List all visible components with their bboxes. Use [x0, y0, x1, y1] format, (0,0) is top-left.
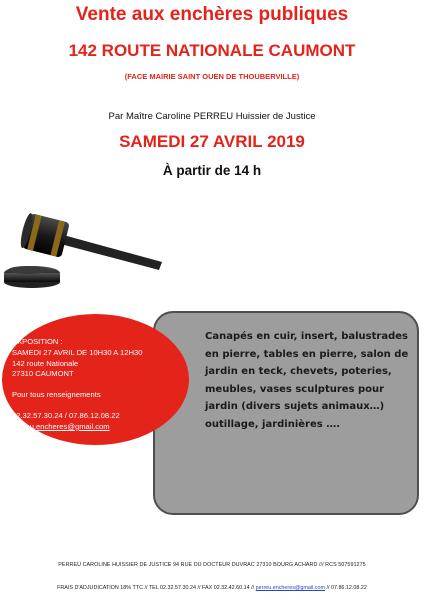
exposition-info-label: Pour tous renseignements: [12, 390, 101, 400]
sale-time: À partir de 14 h: [162, 163, 262, 178]
bailiff-byline: Par Maître Caroline PERREU Huissier de Justice: [108, 111, 316, 122]
sale-address: 142 ROUTE NATIONALE CAUMONT: [68, 41, 356, 60]
gavel-icon: [0, 200, 170, 300]
exposition-email-link[interactable]: perreu.encheres@gmail.com: [12, 421, 110, 431]
exposition-phones: 02.32.57.30.24 / 07.86.12.08.22: [12, 410, 120, 420]
poster-title: Vente aux enchères publiques: [75, 4, 349, 25]
exposition-schedule: SAMEDI 27 AVRIL DE 10H30 A 12H30: [12, 347, 143, 357]
exposition-city: 27310 CAUMONT: [12, 369, 74, 379]
exposition-info: [12, 337, 142, 433]
sale-date: SAMEDI 27 AVRIL 2019: [119, 132, 305, 151]
footer-mobile: // 07.86.12.08.22: [324, 585, 367, 591]
footer-email-link[interactable]: perreu.encheres@gmail.com: [255, 585, 325, 591]
location-note: (FACE MAIRIE SAINT OUEN DE THOUBERVILLE): [124, 72, 300, 81]
exposition-street: 142 route Nationale: [12, 358, 79, 368]
footer-fees-phone: FRAIS D'ADJUDICATION 18% TTC // TEL 02.32.57.30.24 // FAX 02.32.42.60.14 //: [57, 585, 256, 591]
exposition-label: EXPOSITION :: [12, 337, 63, 346]
footer-company-line: PERREU CAROLINE HUISSIER DE JUSTICE 94 RUE DU DOCTEUR DUVRAC 27310 BOURG ACHARD /// RCS 507591275: [58, 562, 366, 568]
footer-contact-line: [0, 585, 424, 591]
items-description: Canapés en cuir, insert, balustrades en pierre, tables en pierre, salon de jardin en teck, chevets, poteries, meubles, vases sculptures pour jardin (divers sujets animaux…) outillage, jardinières ….: [205, 331, 409, 430]
